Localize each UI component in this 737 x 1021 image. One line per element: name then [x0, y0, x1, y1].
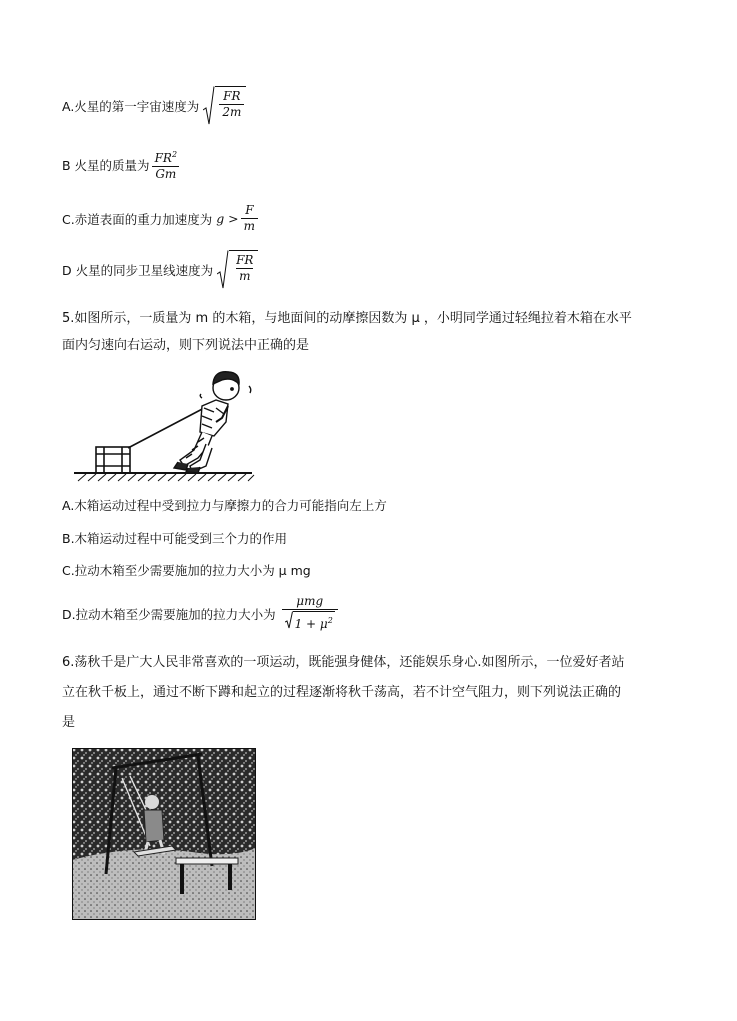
- option-4c-text: C.赤道表面的重力加速度为: [62, 211, 213, 227]
- question-6-line-2: 立在秋千板上，通过不断下蹲和起立的过程逐渐将秋千荡高，若不计空气阻力，则下列说法正确的: [62, 685, 622, 700]
- fraction-numerator: FR: [236, 253, 254, 267]
- swing-photo: [72, 748, 256, 920]
- option-5d-text: D.拉动木箱至少需要施加的拉力大小为: [62, 606, 276, 622]
- question-5-line-1: 5.如图所示，一质量为 m 的木箱，与地面间的动摩擦因数为 μ ，小明同学通过轻绳拉着木箱在水平: [62, 311, 632, 326]
- sqrt-expression: [217, 250, 258, 290]
- fraction-denominator: m: [236, 268, 253, 284]
- superscript: 2: [327, 616, 333, 625]
- option-4b: [62, 147, 180, 182]
- option-5c: [62, 561, 311, 579]
- option-4d: [62, 250, 258, 290]
- superscript: 2: [171, 150, 178, 159]
- option-4a-text: A.火星的第一宇宙速度为: [62, 99, 200, 114]
- option-4b-text: B 火星的质量为: [62, 157, 150, 173]
- question-5-stem: [62, 305, 632, 359]
- question-6-line-3: 是: [62, 715, 76, 730]
- rope: [128, 406, 208, 448]
- sqrt-expression: [285, 611, 335, 632]
- option-5c-text: C.拉动木箱至少需要施加的拉力大小为 μ mg: [62, 563, 311, 578]
- box-pulling-figure: [74, 362, 264, 484]
- option-5b-text: B.木箱运动过程中可能受到三个力的作用: [62, 531, 288, 546]
- option-4d-text: D 火星的同步卫星线速度为: [62, 263, 214, 278]
- radicand: 1 + μ: [294, 617, 328, 631]
- fraction-denominator: Gm: [152, 166, 179, 182]
- option-4a: [62, 86, 246, 126]
- question-6-stem: [62, 648, 625, 738]
- option-5a: [62, 496, 387, 514]
- question-6-line-1: 6.荡秋千是广大人民非常喜欢的一项运动，既能强身健体，还能娱乐身心.如图所示，一位爱好者站: [62, 655, 625, 670]
- question-5-line-2: 面内匀速向右运动，则下列说法中正确的是: [62, 338, 310, 353]
- person-pulling: [174, 372, 251, 473]
- option-5a-text: A.木箱运动过程中受到拉力与摩擦力的合力可能指向左上方: [62, 498, 387, 513]
- wooden-box: [96, 447, 130, 473]
- fraction-numerator: μmg: [296, 594, 324, 608]
- sqrt-expression: [203, 86, 246, 126]
- inequality-lhs: g >: [216, 211, 239, 226]
- fraction-numerator: F: [245, 203, 254, 217]
- fraction-numerator: FR: [154, 151, 172, 165]
- fraction-numerator: FR: [223, 89, 241, 103]
- fraction: [241, 203, 258, 234]
- option-5d: [62, 594, 338, 633]
- fraction: [282, 594, 338, 633]
- fraction-denominator: 2m: [219, 104, 244, 120]
- fraction: [152, 147, 180, 182]
- option-4c: [62, 203, 258, 234]
- option-5b: [62, 529, 287, 547]
- fraction-denominator: m: [241, 218, 258, 234]
